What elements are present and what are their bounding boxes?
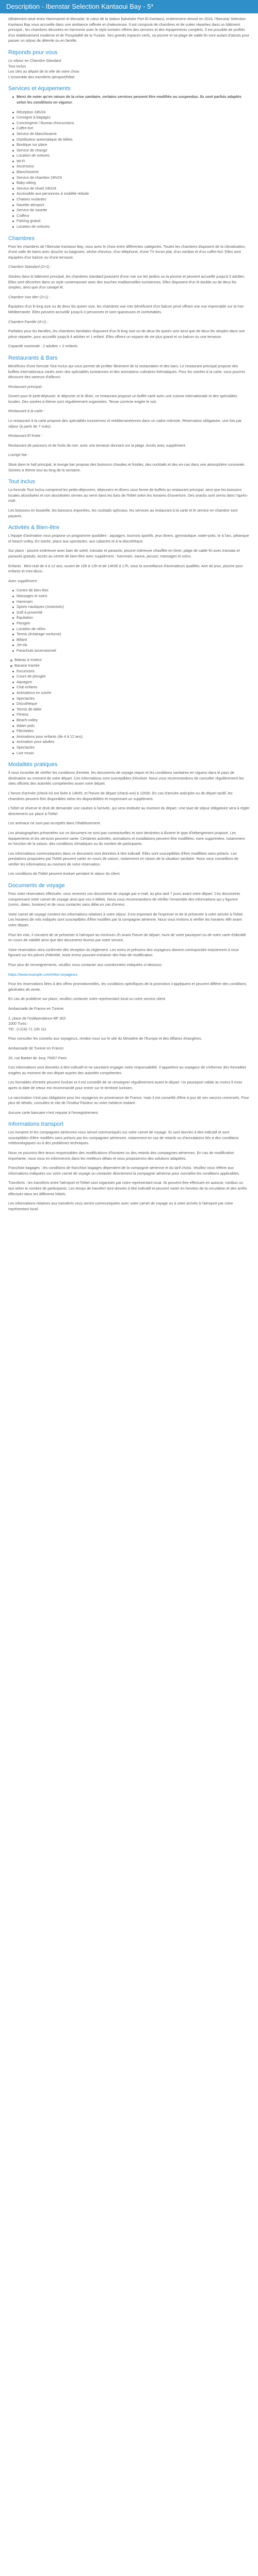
activities-paragraph: Avec supplément : <box>8 578 39 583</box>
activity-item: Aquagym <box>17 680 250 685</box>
rooms-paragraph: Parfaites pour les familles, les chambres familiales disposent d'un lit king size ou de deux lits queen size ainsi que de deux lits simples dans une pièce séparée, pour accueillir jusqu'à 4 adultes et 1 enfant. Elles offrent un espace de vie plus grand et un balcon ou une terrasse. <box>8 329 245 339</box>
restaurants-paragraph: Ouvert pour le petit-déjeuner, le déjeuner et le dîner, ce restaurant propose un buffet varié avec une cuisine internationale et des spécialités locales. Des soirées à thème sont régulièrement organisées. Tenue correcte exigée le soir. <box>8 394 237 404</box>
service-item: Distributeur automatique de billets <box>17 137 250 143</box>
transport-paragraph: Nous ne pouvons être tenus responsables des modifications d'horaires ou des retards des compagnies aériennes. En cas de modification importante, nous vous en informerons dans les meilleurs délais et vous proposerons des solutions adaptées. <box>8 1150 234 1161</box>
rooms-paragraph: Situées dans le bâtiment principal, les chambres standard jouissent d'une vue sur les jardins ou la piscine et peuvent accueillir jusqu'à 3 adultes. Elles sont décorées dans un style contemporain avec des touches traditionnelles tunisiennes. Elles disposent d'un lit double ou de deux lits simples, ainsi que d'un canapé-lit. <box>8 274 246 290</box>
restaurants-paragraph: Restaurant à la carte : <box>8 409 45 414</box>
arrival-line: Le séjour en Chambre Standard <box>8 58 61 63</box>
activities-sublist <box>8 657 250 668</box>
services-lead: Merci de noter qu'en raison de la crise sanitaire, certains services peuvent être modifiés ou suspendus. Ils sont parfois adaptés selon les conditions en vigueur. <box>17 94 250 105</box>
activities-paragraph: Sur place : piscine extérieure avec bain de soleil, transats et parasols, piscine intérieure chauffée en hiver, plage de sable fin avec transats et parasols gratuits. Accès au centre de bien-être avec supplément : hammam, sauna, jacuzzi, massages et soins. <box>8 548 240 558</box>
activity-item: Jet-ski <box>17 642 250 648</box>
services-items <box>8 110 250 230</box>
documents-paragraph: Ambassade de Tunisie en France <box>8 1045 64 1050</box>
restaurants-paragraph: Restaurant principal : <box>8 384 43 389</box>
conditions-paragraphs <box>8 770 250 877</box>
documents-paragraphs <box>8 891 250 1012</box>
transport-paragraph: Franchise bagages : les conditions de franchise bagages dépendent de la compagnie aérienne et du tarif choisi. Veuillez vous référer aux informations indiquées sur votre carnet de voyage ou contacter directement la compagnie aérienne pour connaître les conditions applicables. <box>8 1165 240 1176</box>
activity-item: Animations pour enfants (de 4 à 12 ans) <box>17 734 250 740</box>
activity-item: Cours de plongée <box>17 674 250 680</box>
address-line: Tél : (+216) 71 105 111 <box>8 1026 46 1031</box>
activities-paragraph: Enfants : Mini-club de 4 à 12 ans, ouvert de 10h à 12h et de 14h30 à 17h, sous la surveillance d'animateurs qualifiés. Aire de jeux, piscine pour enfants et mini-disco. <box>8 563 243 574</box>
documents-paragraph: Votre réservation sera confirmée dès réception du règlement. Les noms et prénoms des voyageurs doivent correspondre exactement à ceux figurant sur les pièces d'identité, toute erreur pouvant entraîner des frais de modification. <box>8 947 239 958</box>
documents-paragraph: Pour plus de renseignements, veuillez nous contacter aux coordonnées indiquées ci-dessous. <box>8 962 163 967</box>
documents-more <box>8 1036 250 1051</box>
activity-item: Sports nautiques (motorisés) <box>17 604 250 610</box>
activity-item: Équitation <box>17 615 250 621</box>
embassy-address <box>8 1016 250 1032</box>
service-item: Conciergerie / Bureau d'excursions <box>17 121 250 126</box>
restaurants-paragraph: Restaurant El Kebir : <box>8 433 43 438</box>
intro-text: Idéalement situé entre Hammamet et Monastir, le cœur de la station balnéaire Port El Kantaoui, entièrement rénové en 2016, l'Ibenstar Selection Kantaoui Bay vous accueille dans une ambiance raffinée et chaleureuse. Il est composé de chambres et de suites réparties dans un bâtiment principal ; les chambres décorées en harmonie avec le style tunisien offrent des services et des équipements complets. Il est possible de profiter d'un établissement moderne et de l'hospitalité de la Tunisie. Ses grands espaces verts, sa piscine et sa plage de sable fin sont autant d'atouts pour passer un séjour de détente ou en famille. <box>8 16 250 43</box>
section-title-transport: Informations transport <box>8 1121 63 1128</box>
restaurants-paragraph: Situé dans le hall principal, le lounge bar propose des boissons chaudes et froides, des cocktails et des en-cas dans une atmosphère conviviale. Soirées à thème tout au long de la semaine. <box>8 462 246 472</box>
service-item: Chaises roulantes <box>17 197 250 202</box>
documents-paragraph: Pour votre réservation effectuée, vous recevrez vos documents de voyage par e-mail, au plus tard 7 jours avant votre départ. Ces documents comprennent votre carnet de voyage ainsi que vos e-billets. Nous vous recommandons de vérifier l'ensemble des informations qui y figurent (noms, dates, horaires) et de nous contacter sans délai en cas d'erreur. <box>8 891 240 907</box>
restaurants-paragraph: Lounge bar : <box>8 452 29 457</box>
allinclusive-paragraph: Les boissons en bouteille, les boissons importées, les cocktails spéciaux, les services au restaurant à la carte et le service en chambre sont payants. <box>8 508 238 518</box>
service-item: Service de blanchisserie <box>17 131 250 137</box>
service-item: Wi-Fi <box>17 159 250 164</box>
activities-paragraphs <box>8 533 250 584</box>
transport-paragraph: Les informations relatives aux transferts vous seront communiquées avec votre carnet de voyage ou à votre arrivée à l'aéroport par notre représentant local. <box>8 1201 233 1211</box>
activity-item: Discothèque <box>17 701 250 707</box>
service-item: Ascenseur <box>17 164 250 170</box>
service-item: Navette aéroport <box>17 202 250 208</box>
conditions-paragraph: Les conditions de l'hôtel peuvent évoluer pendant le séjour du client. <box>8 871 121 876</box>
conditions-paragraph: L'heure d'arrivée (check-in) est fixée à 14h00, et l'heure de départ (check-out) à 12h00. En cas d'arrivée anticipée ou de départ tardif, les chambres peuvent être disponibles selon les disponibilités et moyennant un supplément. <box>8 790 233 801</box>
section-title-restaurants: Restaurants & Bars <box>8 354 58 361</box>
documents-paragraph: En cas de problème sur place, veuillez contacter notre représentant local ou notre service client. <box>8 996 167 1002</box>
documents-paragraph: Aucune carte bancaire n'est requise à l'enregistrement. <box>8 1110 99 1115</box>
arrival-line: Les clés au départ de la ville de votre choix <box>8 69 79 74</box>
activity-item: Excursions <box>17 669 250 674</box>
transport-paragraphs <box>8 1130 250 1212</box>
allinclusive-paragraphs <box>8 487 250 519</box>
rooms-paragraph: Chambre Standard (2+1) : <box>8 264 52 269</box>
service-item: Location de voitures <box>17 153 250 159</box>
content <box>0 13 258 1226</box>
section-title-allinclusive: Tout inclus <box>8 479 35 485</box>
conditions-paragraph: L'hôtel se réserve le droit de demander une caution à l'arrivée, qui sera restituée au moment du départ. Une taxe de séjour obligatoire sera à régler directement sur place à l'hôtel. <box>8 806 250 816</box>
documents-paragraph: Votre carnet de voyage contient les informations relatives à votre séjour. Il est important de l'imprimer et de le présenter à votre arrivée à l'hôtel. Les horaires de vols indiqués sont susceptibles d'être modifiés par la compagnie aérienne. Nous vous invitons à vérifier les horaires 48h avant votre départ. <box>8 911 244 928</box>
arrival-line: Tout inclus <box>8 63 26 69</box>
activity-item: Centre de bien-être <box>17 588 250 594</box>
activity-item: Water-polo <box>17 723 250 729</box>
activity-item: Hammam <box>17 599 250 605</box>
activity-item: Parachute ascensionnel <box>17 648 250 654</box>
rooms-paragraph: Chambre Vue Mer (2+1) : <box>8 294 51 299</box>
service-item: Accessible aux personnes à mobilité réduite <box>17 191 250 197</box>
service-item: Coffre-fort <box>17 126 250 131</box>
restaurants-paragraph: Bénéficiez d'une formule Tout Inclus qui vous permet de profiter librement de la restauration et des bars. Le restaurant principal propose des buffets internationaux variés avec des spécialités tunisiennes et des animations culinaires thématiques. Pour les soirées à la carte, vous pourrez découvrir des saveurs d'ailleurs. <box>8 363 245 380</box>
allinclusive-paragraph: La formule Tout Inclus comprend les petits-déjeuners, déjeuners et dîners sous forme de buffets au restaurant principal, ainsi que les boissons locales alcoolisées et non alcoolisées servies au verre dans les bars de l'hôtel selon les horaires d'ouverture. Des snacks sont servis dans l'après-midi. <box>8 487 248 503</box>
activity-item: Massages et soins <box>17 594 250 599</box>
activity-item: Fitness <box>17 712 250 718</box>
section-title-rooms: Chambres <box>8 235 35 242</box>
service-item: Parking gratuit <box>17 218 250 224</box>
activity-item: Billard <box>17 637 250 643</box>
activity-item: Animation pour adultes <box>17 739 250 745</box>
activity-subitem: Bateau à moteur <box>14 657 250 663</box>
activity-item: Beach-volley <box>17 718 250 723</box>
section-title-documents: Documents de voyage <box>8 883 65 889</box>
transport-paragraph: Transferts : les transferts entre l'aéroport et l'hôtel sont organisés par notre représentant local. Ils peuvent être effectués en autocar, minibus ou taxi selon le nombre de participants. Les temps de transfert sont donnés à titre indicatif et peuvent varier en fonction de la circulation et des arrêts effectués dans les différents hôtels. <box>8 1180 247 1196</box>
section-title-arrival: Réponds pour vous <box>8 49 58 56</box>
service-item: Boutique sur place <box>17 142 250 148</box>
activity-item: Tennis (éclairage nocturne) <box>17 632 250 637</box>
activity-subitem: Banane tractée <box>14 663 250 669</box>
documents-paragraph: https://www.example.com/infos-voyageurs <box>8 972 78 977</box>
page <box>0 0 258 1226</box>
transport-paragraph: Les horaires et les compagnies aériennes vous seront communiqués sur votre carnet de voyage. Ils sont donnés à titre indicatif et sont susceptibles d'être modifiés sans préavis par les compagnies aériennes, notamment en cas de retards ou d'annulations liés à des conditions météorologiques ou à des problèmes techniques. <box>8 1130 239 1146</box>
arrival-lines <box>8 58 250 80</box>
activity-item: Location de vélos <box>17 626 250 632</box>
activity-item: Live music <box>17 751 250 756</box>
rooms-paragraph: Pour les chambres de l'Ibenstar Kantaoui Bay, vous avez le choix entre différentes catégories. Toutes les chambres disposent de la climatisation, d'une salle de bains avec douche ou baignoire, sèche-cheveux, d'un téléphone, d'une TV écran plat, d'un minibar et d'un coffre-fort. Elles sont équipées d'un balcon ou d'une terrasse. <box>8 244 246 260</box>
section-title-activities: Activités & Bien-être <box>8 524 60 531</box>
activity-item: Spectacles <box>17 745 250 751</box>
conditions-paragraph: Il vous incombe de vérifier les conditions d'entrée, les documents de voyage requis et les conditions sanitaires en vigueur dans le pays de destination au moment de votre départ. Ces informations sont susceptibles d'évoluer. Nous vous recommandons de consulter régulièrement les sites officiels des autorités compétentes avant votre départ. <box>8 770 244 786</box>
service-item: Blanchisserie <box>17 170 250 175</box>
rooms-paragraph: Équipées d'un lit king size ou de deux lits queen size, les chambres vue mer bénéficient d'un balcon privé offrant une vue imprenable sur la mer Méditerranée. Elles peuvent accueillir jusqu'à 3 personnes et sont spacieuses et confortables. <box>8 304 244 314</box>
conditions-paragraph: Les animaux ne sont pas acceptés dans l'établissement. <box>8 821 101 826</box>
service-item: Réception 24h/24 <box>17 110 250 115</box>
documents-paragraph: Pour consulter les conseils aux voyageurs, rendez-vous sur le site du Ministère de l'Europe et des Affaires étrangères. <box>8 1036 202 1041</box>
activity-item: Tennis de table <box>17 707 250 713</box>
service-item: Consigne à bagages <box>17 115 250 121</box>
restaurants-paragraph: Restaurant de poissons et de fruits de mer, avec une terrasse donnant sur la plage. Accès avec supplément. <box>8 443 186 448</box>
arrival-line: L'ensemble des transferts aéroport/hôtel <box>8 74 75 79</box>
services-list <box>8 94 250 105</box>
activity-item: Animations en soirée <box>17 690 250 696</box>
service-item: Location de voitures <box>17 224 250 230</box>
documents-paragraph: Les formalités d'entrée peuvent évoluer et il est conseillé de se renseigner régulièrement avant le départ. Un passeport valide au moins 6 mois après la date de retour est recommandé pour entrer sur le territoire tunisien. <box>8 1080 243 1090</box>
documents-paragraph: Ambassade de France en Tunisie <box>8 1006 64 1011</box>
documents-paragraph: Pour les vols, il convient de se présenter à l'aéroport au minimum 2h avant l'heure de départ, muni de votre passeport ou de votre carte d'identité en cours de validité ainsi que des documents fournis par notre service. <box>8 932 246 943</box>
activity-item: Club enfants <box>17 685 250 690</box>
activities-paragraph: L'équipe d'animation vous propose un programme quotidien : aquagym, tournois sportifs, jeux divers, gymnastique, water-polo, tir à l'arc, pétanque et beach-volley. En soirée, place aux spectacles, aux cabarets et à la discothèque. <box>8 533 249 544</box>
rooms-paragraph: Chambre Famille (4+1) : <box>8 319 49 324</box>
section-title-conditions: Modalités pratiques <box>8 761 58 768</box>
activities-list <box>8 588 250 653</box>
documents-paragraph: Pour les réservations liées à des offres promotionnelles, les conditions spécifiques de la promotion s'appliquent et peuvent différer des conditions générales de vente. <box>8 981 247 992</box>
rooms-paragraph: Capacité maximale : 2 adultes + 2 enfants <box>8 344 78 349</box>
conditions-paragraph: Les photographies présentées sur ce document ne sont pas contractuelles et sont destinées à illustrer le type d'hébergement proposé. Les équipements et les services peuvent varier. Certaines activités, animations et installations peuvent être modifiées, voire supprimées, notamment en fonction de la saison, des conditions climatiques ou du nombre de participants. <box>8 830 245 846</box>
activities-list-2 <box>8 669 250 756</box>
documents-paragraph: La vaccination n'est pas obligatoire pour les voyageurs en provenance de France, mais il est conseillé d'être à jour de ses vaccins universels. Pour plus de détails, consultez le site de l'Institut Pasteur ou votre médecin traitant. <box>8 1095 249 1106</box>
restaurants-paragraph: Le restaurant à la carte propose des spécialités tunisiennes et méditerranéennes dans un cadre intimiste. Réservation obligatoire, une fois par séjour (à partir de 7 nuits). <box>8 418 242 429</box>
activity-item: Fléchettes <box>17 728 250 734</box>
activity-item: Plongée <box>17 621 250 626</box>
service-item: Service de réveil 24h/24 <box>17 186 250 192</box>
restaurants-paragraphs <box>8 364 250 473</box>
address-line: 1000 Tunis <box>8 1021 27 1026</box>
service-item: Service de change <box>17 148 250 154</box>
service-item: Service de navette <box>17 208 250 213</box>
section-title-services: Services et équipements <box>8 86 71 92</box>
service-item: Coiffeur <box>17 213 250 219</box>
rooms-paragraphs <box>8 244 250 349</box>
documents-paragraph: Ces informations sont données à titre indicatif et ne sauraient engager notre responsabilité. Il appartient au voyageur de s'informer des formalités exigées au moment de son départ auprès des autorités compétentes. <box>8 1065 247 1075</box>
title-bar <box>0 0 258 13</box>
activity-item: Spectacles <box>17 696 250 702</box>
service-item: Service de chambre 24h/24 <box>17 175 250 181</box>
address-line: 2, place de l'Indépendance BP 303 <box>8 1015 66 1021</box>
page-title: Description - Ibenstar Selection Kantaoui Bay - 5* <box>6 3 154 10</box>
service-item: Baby-sitting <box>17 180 250 186</box>
conditions-paragraph: Les informations communiquées dans ce document sont données à titre indicatif. Elles sont susceptibles d'être modifiées sans préavis. Les prestations proposées par l'hôtel peuvent varier en cours de saison, notamment en raison de la situation sanitaire. Nous vous conseillons de vérifier les informations au moment de votre réservation. <box>8 851 239 867</box>
activity-item: Golf à proximité <box>17 610 250 616</box>
address-line: 25, rue Barbet de Jouy 75007 Paris <box>8 1055 67 1060</box>
documents-closing <box>8 1065 250 1115</box>
embassy-address-2 <box>8 1056 250 1061</box>
